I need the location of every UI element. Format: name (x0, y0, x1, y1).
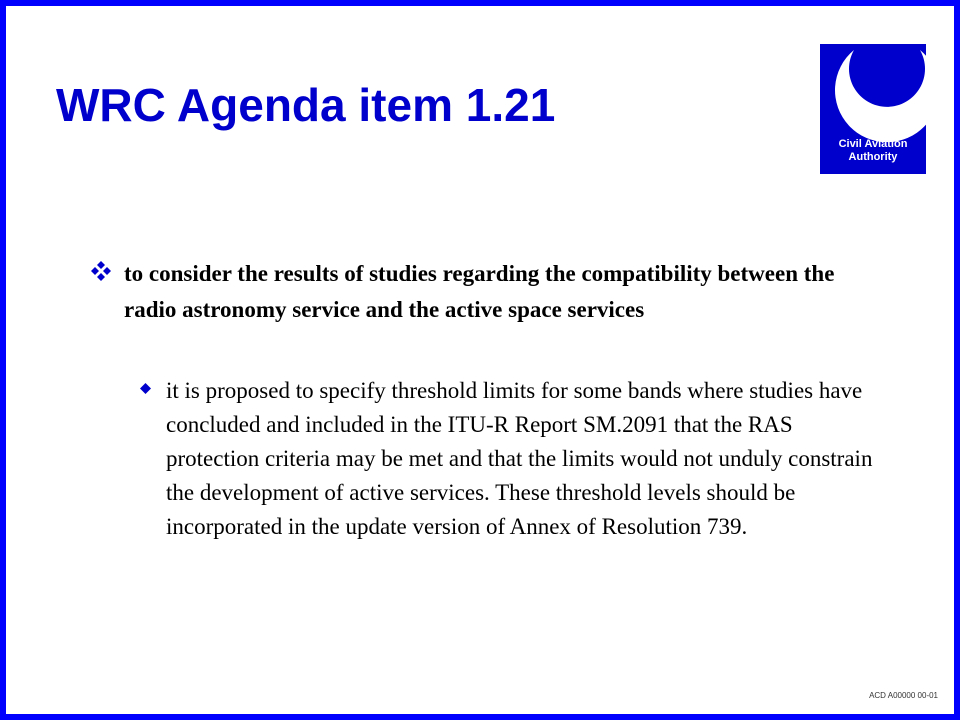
civil-aviation-authority-logo (820, 44, 926, 174)
bullet-level-1-text: to consider the results of studies regarding the compatibility between the radio astronomy service and the active space services (124, 261, 835, 322)
diamond-cluster-icon (90, 260, 112, 282)
logo-text (820, 138, 926, 164)
slide-title: WRC Agenda item 1.21 (56, 79, 556, 131)
bullet-level-2-text: it is proposed to specify threshold limits for some bands where studies have concluded and included in the ITU-R Report SM.2091 that the RAS protection criteria may be met and that the limits would not unduly constrain the development of active services. These threshold levels should be incorporated in the update version of Annex of Resolution 739. (166, 378, 873, 539)
bullet-level-2 (140, 374, 880, 544)
logo-line-2: Authority (848, 151, 898, 163)
logo-line-1: Civil Aviation (838, 138, 908, 150)
bullet-level-1 (90, 256, 880, 328)
diamond-bullet-icon (140, 383, 151, 394)
footer-code: ACD A00000 00-01 (869, 691, 938, 700)
